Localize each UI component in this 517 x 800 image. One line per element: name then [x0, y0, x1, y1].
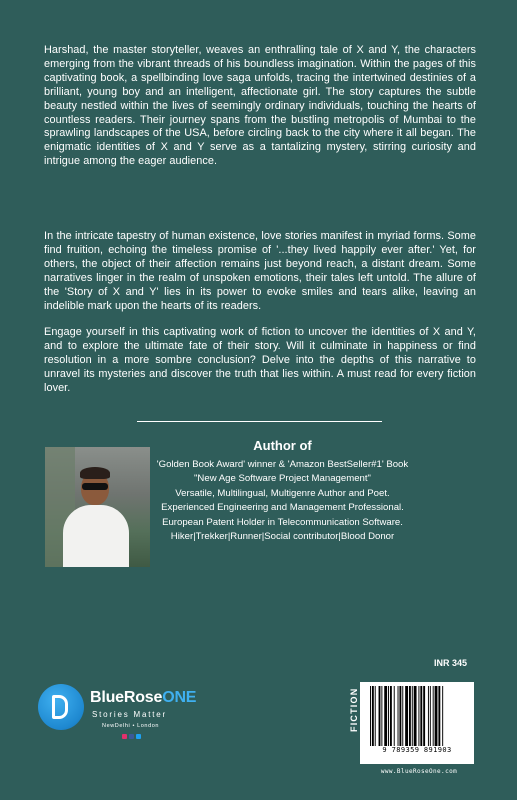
- instagram-icon: [122, 734, 127, 739]
- barcode-bar: [370, 686, 371, 746]
- barcode-bar: [418, 686, 419, 746]
- genre-label: FICTION: [349, 687, 359, 732]
- barcode-bar: [430, 686, 431, 746]
- barcode-bar: [372, 686, 374, 746]
- barcode-bar: [412, 686, 413, 746]
- barcode-bar: [390, 686, 392, 746]
- synopsis-paragraph-3: Engage yourself in this captivating work of fiction to uncover the identities of X and Y, and to explore the ultimate fate of their story. Will it culminate in happiness or find resolution in a more sombre conclusion? Delve into the depths of this narrative to unravel its mysteries and discover the truth that lies within. A must read for every fiction lover.: [44, 326, 476, 394]
- publisher-name: BlueRoseONE: [90, 689, 197, 706]
- author-bio-line: "New Age Software Project Management": [194, 473, 371, 485]
- barcode-bar: [394, 686, 395, 746]
- barcode-bar: [388, 686, 389, 746]
- barcode-bar: [423, 686, 425, 746]
- barcode-bar: [435, 686, 438, 746]
- publisher-website: www.BlueRoseOne.com: [380, 768, 458, 775]
- author-bio-line: 'Golden Book Award' winner & 'Amazon BestSeller#1' Book: [156, 459, 409, 470]
- barcode-bar: [398, 686, 399, 746]
- publisher-tagline: Stories Matter: [92, 710, 167, 719]
- barcode-bar: [442, 686, 443, 746]
- barcode-bar: [414, 686, 417, 746]
- author-bio-line: Experienced Engineering and Management Professional.: [161, 502, 404, 514]
- author-heading: Author of: [253, 438, 312, 453]
- barcode-bar: [375, 686, 376, 746]
- price-label: INR 345: [434, 658, 468, 668]
- barcode-bar: [399, 686, 401, 746]
- barcode-bar: [433, 686, 434, 746]
- synopsis-paragraph-2: In the intricate tapestry of human existence, love stories manifest in myriad forms. Some find fruition, echoing the timeless promise of '...they lived happily ever after.' Yet, for others, the object of their affection remains just beyond reach, a distant dream. Some narratives linger in the realm of unspoken emotions, their tales left untold. The allure of the 'Story of X and Y' lies in its power to evoke smiles and tears alike, leaving an indelible mark upon the hearts of its readers.: [44, 230, 476, 312]
- twitter-icon: [136, 734, 141, 739]
- section-divider: [137, 421, 382, 422]
- barcode-bar: [409, 686, 411, 746]
- barcode-bar: [438, 686, 440, 746]
- publisher-logo-icon: [38, 684, 84, 730]
- barcode-bar: [384, 686, 387, 746]
- isbn-number: 9 789359 891903: [382, 746, 452, 754]
- facebook-icon: [129, 734, 134, 739]
- author-bio-line: Hiker|Trekker|Runner|Social contributor|Blood Donor: [170, 531, 395, 543]
- barcode-bar: [405, 686, 408, 746]
- barcode-bar: [428, 686, 429, 746]
- barcode-bar: [402, 686, 403, 746]
- author-bio-line: European Patent Holder in Telecommunication Software.: [162, 516, 403, 528]
- barcode-bars: [370, 686, 466, 746]
- author-bio: [0, 458, 517, 544]
- barcode: [360, 682, 474, 764]
- barcode-bar: [381, 686, 382, 746]
- synopsis-paragraph-1: Harshad, the master storyteller, weaves an enthralling tale of X and Y, the characters emerging from the vibrant threads of his boundless imagination. Within the pages of this captivating book, a spellbinding love saga unfolds, tracing the intertwined destinies of a brilliant, young boy and an intelligent, affectionate girl. The story captures the subtle beauty nestled within the lives of seemingly ordinary individuals, touching the hearts of countless readers. Their journey spans from the bustling metropolis of Mumbai to the sprawling landscapes of the USA, before circling back to the city where it all began. The enigmatic identities of X and Y serve as a tantalizing mystery, stirring curiosity and intrigue among the eager audience.: [44, 44, 476, 168]
- barcode-bar: [420, 686, 422, 746]
- author-bio-line: Versatile, Multilingual, Multigenre Author and Poet.: [175, 487, 390, 499]
- social-icons: [122, 734, 141, 739]
- publisher-cities: NewDelhi • London: [102, 723, 160, 729]
- barcode-bar: [379, 686, 381, 746]
